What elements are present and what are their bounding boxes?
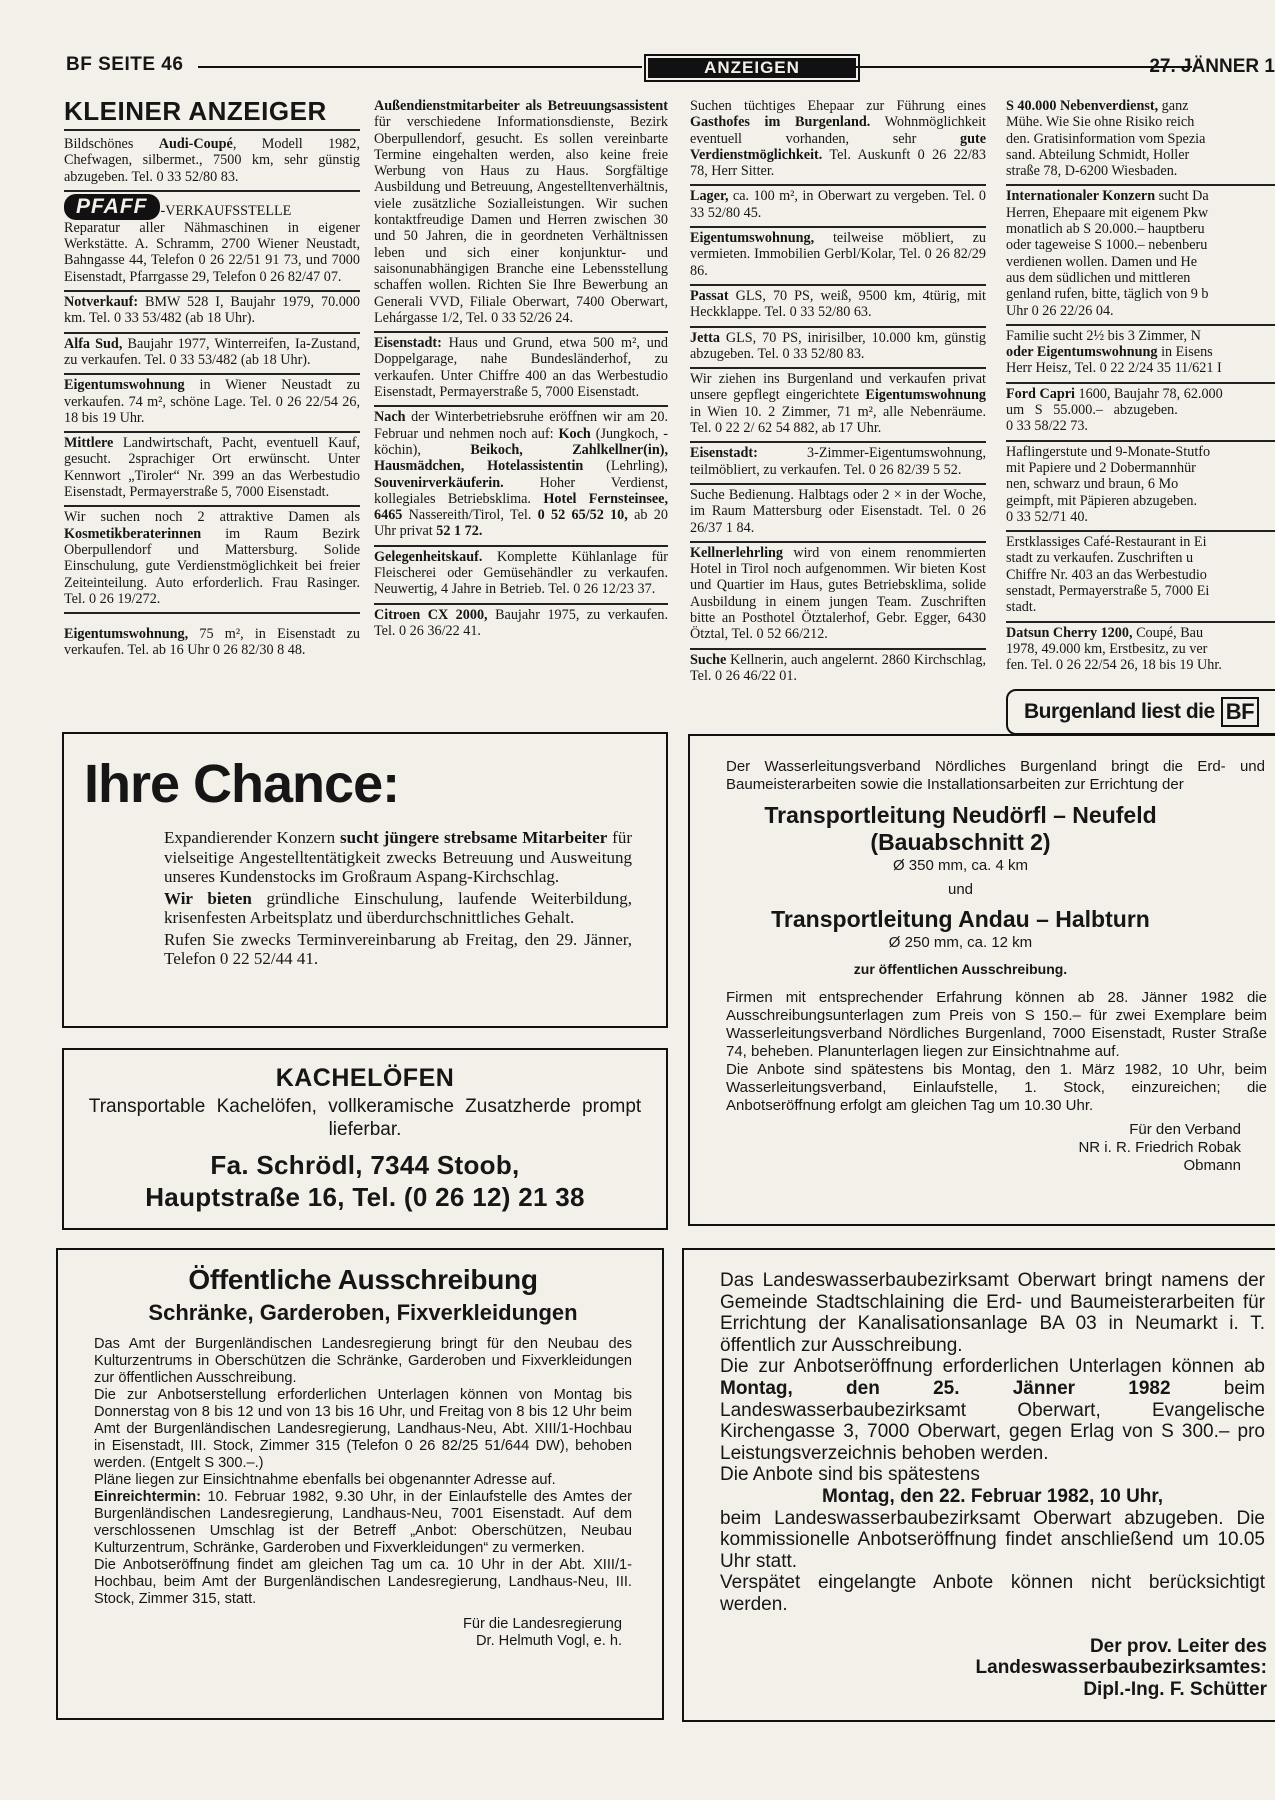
deadline-date: Montag, den 22. Februar 1982, 10 Uhr,: [821, 1485, 1164, 1507]
classified-ad: Erstklassiges Café-Restaurant in Ei stadt zu verkaufen. Zuschriften u Chiffre Nr. 403 an das Werbestudio senstadt, Permayerstraße 5, 7000 Ei stadt.: [1006, 532, 1275, 622]
classified-ad: Suche Kellnerin, auch angelernt. 2860 Kirchschlag, Tel. 0 26 46/22 01.: [690, 651, 986, 684]
notice-wasserleitungsverband: Der Wasserleitungsverband Nördliches Burgenland bringt die Erd- und Baumeisterarbeiten sowie die Installationsarbeiten zur Errichtung der Transportleitung Neudörfl – Neufeld (Bauabschnitt 2) Ø 350 mm, ca. 4 km und Transportleitung Andau – Halbturn Ø 250 mm, ca. 12 km zur öffentlichen Ausschreibung. Firmen mit entsprechender Erfahrung können ab 28. Jänner 1982 die Ausschreibungsunterlagen zum Preis von S 150.– für zwei Exemplare beim Wasserleitungsverband Nördliches Burgenland, 7000 Eisenstadt, Ruster Straße 74, beheben. Planunterlagen liegen zur Einsichtnahme auf. Die Anbote sind spätestens bis Montag, den 1. März 1982, 10 Uhr, beim Wasserleitungsverband, Einlaufstelle, 1. Stock, einzureichen; die Anbotseröffnung erfolgt am gleichen Tag um 10.30 Uhr. Für den Verband NR i. R. Friedrich Robak Obmann: [688, 734, 1275, 1226]
classified-ad: Jetta GLS, 70 PS, inirisilber, 10.000 km, günstig abzugeben. Tel. 0 33 52/80 83.: [690, 328, 986, 370]
pfaff-logo: PFAFF: [64, 194, 160, 220]
section-heading: KLEINER ANZEIGER: [64, 96, 360, 131]
classified-ad: Passat GLS, 70 PS, weiß, 9500 km, 4türig, mit Heckklappe. Tel. 0 33 52/80 63.: [690, 286, 986, 328]
classified-ad: Mittlere Landwirtschaft, Pacht, eventuell Kauf, gesucht. 2sprachiger Ort erwünscht. Unter Kennwort „Tiroler“ Nr. 399 an das Werbestudio Eisenstadt, Permayerstraße 5, 7000 Eisenstadt.: [64, 433, 360, 507]
notice-body: Firmen mit entsprechender Erfahrung können ab 28. Jänner 1982 die Ausschreibungsunterlagen zum Preis von S 150.– für zwei Exemplare beim Wasserleitungsverband Nördliches Burgenland, 7000 Eisenstadt, Ruster Straße 74, beheben. Planunterlagen liegen zur Einsichtnahme auf. Die Anbote sind spätestens bis Montag, den 1. März 1982, 10 Uhr, beim Wasserleitungsverband, Einlaufstelle, 1. Stock, einzureichen; die Anbotseröffnung erfolgt am gleichen Tag um 10.30 Uhr.: [726, 989, 1267, 1114]
notice-headline: Öffentliche Ausschreibung: [188, 1264, 538, 1295]
notice-body: Das Amt der Burgenländischen Landesregierung bringt für den Neubau des Kulturzentrums in Oberschützen die Schränke, Garderoben und Fixverkleidungen zur öffentlichen Ausschreibung. Die zur Anbotserstellung erforderlichen Unterlagen können von Montag bis Donnerstag von 8 bis 12 und von 13 bis 16 Uhr, und Freitag von 8 bis 12 Uhr beim Amt der Burgenländischen Landesregierung, Landhaus-Neu, Abt. XIII/1-Hochbau in Eisenstadt, III. Stock, Zimmer 315 (Telefon 0 26 82/25 51/644 DW), behoben werden. (Entgelt S 300.–.) Pläne liegen zur Einsichtnahme ebenfalls bei obgenannter Adresse auf. Einreichtermin: 10. Februar 1982, 9.30 Uhr, in der Einlaufstelle des Amtes der Burgenländischen Landesregierung, Landhaus-Neu, 7001 Eisenstadt. Auf dem verschlossenen Umschlag ist der Betreff „Anbot: Oberschützen, Neubau Kulturzentrum, Schränke, Garderoben und Fixverkleidungen“ zu vermerken. Die Anbotseröffnung findet am gleichen Tag um ca. 10 Uhr in der Abt. XIII/1-Hochbau, beim Amt der Burgenländischen Landesregierung, Landhaus-Neu, III. Stock, Zimmer 315, statt.: [94, 1336, 632, 1607]
classifieds-column-1: [64, 96, 360, 664]
notice-subheadline: Schränke, Garderoben, Fixverkleidungen: [148, 1300, 578, 1325]
classified-ad: Eigentumswohnung, teilweise möbliert, zu vermieten. Immobilien Gerbl/Kolar, Tel. 0 26 82/29 86.: [690, 228, 986, 286]
ad-address: Fa. Schrödl, 7344 Stoob, Hauptstraße 16, Tel. (0 26 12) 21 38: [145, 1150, 585, 1212]
classified-ad: Außendienstmitarbeiter als Betreuungsassistent für verschiedene Informationsdienste, Bezirk Oberpullendorf, gesucht. Es sollen vereinbarte Termine eingehalten werden, also keine freie Werbung von Haus zu Haus. Sorgfältige Ausbildung und Betreuung, Angestelltenverhältnis, viele zusätzliche Sozialleistungen. Wir suchen kontaktfreudige Damen und Herren zwischen 30 und 50 Jahren, die in geordneten Verhältnissen leben und sich einer konjunktur- und saisonunabhängigen Branche eine Lebensstellung schaffen wollen. Richten Sie Ihre Bewerbung an Generali VVD, Filiale Oberwart, 7400 Oberwart, Lehárgasse 1/2, Tel. 0 33 52/26 24.: [374, 96, 668, 333]
notice-body: Das Landeswasserbaubezirksamt Oberwart bringt namens der Gemeinde Stadtschlaining die Erd- und Baumeisterarbeiten für Errichtung der Kanalisationsanlage BA 03 in Neumarkt i. T. öffentlich zur Ausschreibung. Die zur Anbotseröffnung erforderlichen Unterlagen können ab Montag, den 25. Jänner 1982 beim Landeswasserbaubezirksamt Oberwart, Evangelische Kirchengasse 3, 7000 Oberwart, gegen Erlag von S 300.– pro Leistungsverzeichnis behoben werden. Die Anbote sind bis spätestens Montag, den 22. Februar 1982, 10 Uhr, beim Landeswasserbaubezirksamt Oberwart abzugeben. Die kommissionelle Anbotseröffnung findet anschließend um 10.05 Uhr statt. Verspätet eingelangte Anbote können nicht berücksichtigt werden.: [720, 1270, 1265, 1615]
classified-ad: Nach der Winterbetriebsruhe eröffnen wir am 20. Februar und nehmen noch auf: Koch (Jungkoch, -köchin), Beikoch, Zahlkellner(in), Hausmädchen, Hotelassistentin (Lehrling), Souvenirverkäuferin. Hoher Verdienst, kollegiales Betriebsklima. Hotel Fernsteinsee, 6465 Nassereith/Tirol, Tel. 0 52 65/52 10, ab 20 Uhr privat 52 1 72.: [374, 407, 668, 546]
classified-ad: Eisenstadt: Haus und Grund, etwa 500 m², und Doppelgarage, nahe Bundesländerhof, zu verkaufen. Unter Chiffre 400 an das Werbestudio Eisenstadt, Permayerstraße 5, 7000 Eisenstadt.: [374, 333, 668, 407]
notice-signature: Für den Verband NR i. R. Friedrich Robak Obmann: [1078, 1121, 1241, 1174]
classified-ad: Datsun Cherry 1200, Coupé, Bau 1978, 49.000 km, Erstbesitz, zu ver fen. Tel. 0 26 22/54 26, 18 bis 19 Uhr.: [1006, 624, 1222, 674]
notice-signature: Der prov. Leiter des Landeswasserbaubezirksamtes: Dipl.-Ing. F. Schütter: [975, 1635, 1267, 1700]
classified-ad: Eigentumswohnung, 75 m², in Eisenstadt zu verkaufen. Tel. ab 16 Uhr 0 26 82/30 8 48.: [64, 626, 360, 659]
page-number: BF SEITE 46: [66, 54, 184, 75]
ad-body: Transportable Kachelöfen, vollkeramische Zusatzherde prompt lieferbar.: [88, 1096, 642, 1140]
header-rule-right: [800, 66, 1192, 68]
notice-oeffentliche-ausschreibung: [56, 1248, 664, 1720]
section-banner: [644, 54, 860, 82]
classifieds-column-3: [690, 96, 986, 689]
classified-ad: Alfa Sud, Baujahr 1977, Winterreifen, Ia-Zustand, zu verkaufen. Tel. 0 33 53/482 (ab 18 Uhr).: [64, 334, 360, 376]
classifieds-column-4: [1006, 96, 1275, 735]
classified-ad: Familie sucht 2½ bis 3 Zimmer, N oder Eigentumswohnung in Eisens Herr Heisz, Tel. 0 22 2/24 35 11/621 I: [1006, 326, 1275, 384]
header-rule-left: [198, 66, 642, 68]
page-header: [66, 54, 1275, 84]
classified-ad: Citroen CX 2000, Baujahr 1975, zu verkaufen. Tel. 0 26 36/22 41.: [374, 606, 668, 639]
classified-ad: Internationaler Konzern sucht Da Herren, Ehepaare mit eigenem Pkw monatlich ab S 20.000.– hauptberu oder tageweise S 1000.– nebenberu verdienen wollen. Damen und He aus dem südlichen und mittleren genland rufen, bitte, täglich von 9 b Uhr 0 26 22/26 04.: [1006, 186, 1275, 325]
ad-headline: KACHELÖFEN: [275, 1064, 455, 1092]
ad-kacheloefen: [62, 1048, 668, 1230]
ad-headline: Ihre Chance:: [84, 754, 400, 814]
bf-promo-badge: Burgenland liest die BF: [1006, 689, 1275, 735]
classified-ad: Notverkauf: BMW 528 I, Baujahr 1979, 70.000 km. Tel. 0 33 53/482 (ab 18 Uhr).: [64, 292, 360, 334]
section-title: ANZEIGEN: [648, 58, 856, 78]
classified-ad: Suchen tüchtiges Ehepaar zur Führung eines Gasthofes im Burgenland. Wohnmöglichkeit eventuell vorhanden, sehr gute Verdienstmöglichkeit. Tel. Auskunft 0 26 22/83 78, Herr Sitter.: [690, 96, 986, 186]
notice-headline: Transportleitung Neudörfl – Neufeld: [764, 802, 1157, 828]
classified-ad: Wir ziehen ins Burgenland und verkaufen privat unsere gepflegt eingerichtete Eigentumswohnung in Wien 10. 2 Zimmer, 71 m², alle Nebenräume. Tel. 0 22 2/ 62 54 882, ab 17 Uhr.: [690, 369, 986, 443]
classified-ad: Eigentumswohnung in Wiener Neustadt zu verkaufen. 74 m², schöne Lage. Tel. 0 26 22/54 26, 18 bis 19 Uhr.: [64, 375, 360, 433]
classifieds-column-2: [374, 96, 668, 644]
classified-ad: Bildschönes Audi-Coupé, Modell 1982, Chefwagen, silbermet., 7500 km, sehr günstig abzugeben. Tel. 0 33 52/80 83.: [64, 134, 360, 192]
classified-ad: Kellnerlehrling wird von einem renommierten Hotel in Tirol noch aufgenommen. Wir bieten Kost und Quartier im Haus, gutes Betriebsklima, solide Ausbildung in einem jungen Team. Zuschriften bitte an Posthotel Ötztalerhof, Gebr. Egger, 6430 Ötztal, Tel. 0 52 66/212.: [690, 543, 986, 650]
classified-ad: Wir suchen noch 2 attraktive Damen als Kosmetikberaterinnen im Raum Bezirk Oberpullendorf und Mattersburg. Solide Einschulung, gute Verdienstmöglichkeit bei freier Zeiteinteilung. Auto erforderlich. Frau Rasinger. Tel. 0 26 19/272.: [64, 507, 360, 614]
classified-ad: Gelegenheitskauf. Komplette Kühlanlage für Fleischerei oder Gemüsehändler zu verkaufen. Neuwertig, 4 Jahre in Betrieb. Tel. 0 26 12/23 37.: [374, 547, 668, 605]
classified-ad: S 40.000 Nebenverdienst, ganz Mühe. Wie Sie ohne Risiko reich den. Gratisinformation vom Spezia sand. Abteilung Schmidt, Holler straße 78, D-6200 Wiesbaden.: [1006, 96, 1275, 186]
classified-ad: Ford Capri 1600, Baujahr 78, 62.000 um S 55.000.– abzugeben. 0 33 58/22 73.: [1006, 384, 1275, 442]
classified-ad: Suche Bedienung. Halbtags oder 2 × in der Woche, im Raum Mattersburg oder Eisenstadt. Tel. 0 26 26/37 1 84.: [690, 485, 986, 543]
classified-ad: Lager, ca. 100 m², in Oberwart zu vergeben. Tel. 0 33 52/80 45.: [690, 186, 986, 228]
classified-ad: Haflingerstute und 9-Monate-Stutfo mit Papiere und 2 Dobermannhür nen, schwarz und braun, 6 Mo geimpft, mit Päpieren abzugeben. 0 33 52/71 40.: [1006, 442, 1275, 532]
notice-landeswasserbaubezirksamt: [682, 1248, 1275, 1722]
notice-headline: Transportleitung Andau – Halbturn: [771, 906, 1150, 932]
issue-date: 27. JÄNNER 1: [1149, 56, 1275, 77]
job-ad-ihre-chance: [62, 732, 668, 1028]
notice-intro: Der Wasserleitungsverband Nördliches Burgenland bringt die Erd- und Baumeisterarbeiten sowie die Installationsarbeiten zur Errichtung der: [726, 758, 1265, 793]
classified-ad: Eisenstadt: 3-Zimmer-Eigentumswohnung, teilmöbliert, zu verkaufen. Tel. 0 26 82/39 5 52.: [690, 443, 986, 485]
classified-ad-pfaff: PFAFF -VERKAUFSSTELLE Reparatur aller Nähmaschinen in eigener Werkstätte. A. Schramm, 2700 Wiener Neustadt, Bahngasse 44, Telefon 0 26 22/51 91 73, und 7000 Eisenstadt, Pfarrgasse 29, Telefon 0 26 82/47 07.: [64, 192, 360, 292]
notice-headline: (Bauabschnitt 2): [870, 829, 1051, 855]
bf-logo: BF: [1221, 697, 1259, 727]
notice-signature: Für die Landesregierung Dr. Helmuth Vogl, e. h.: [462, 1616, 622, 1649]
ad-body: Expandierender Konzern sucht jüngere strebsame Mitarbeiter für vielseitige Angestelltentätigkeit zwecks Betreuung und Ausweitung unseres Kundenstocks im Großraum Aspang-Kirchschlag. Wir bieten gründliche Einschulung, laufende Weiterbildung, krisenfesten Arbeitsplatz und überdurchschnittliches Gehalt. Rufen Sie zwecks Terminvereinbarung ab Freitag, den 29. Jänner, Telefon 0 22 52/44 41.: [164, 828, 633, 968]
